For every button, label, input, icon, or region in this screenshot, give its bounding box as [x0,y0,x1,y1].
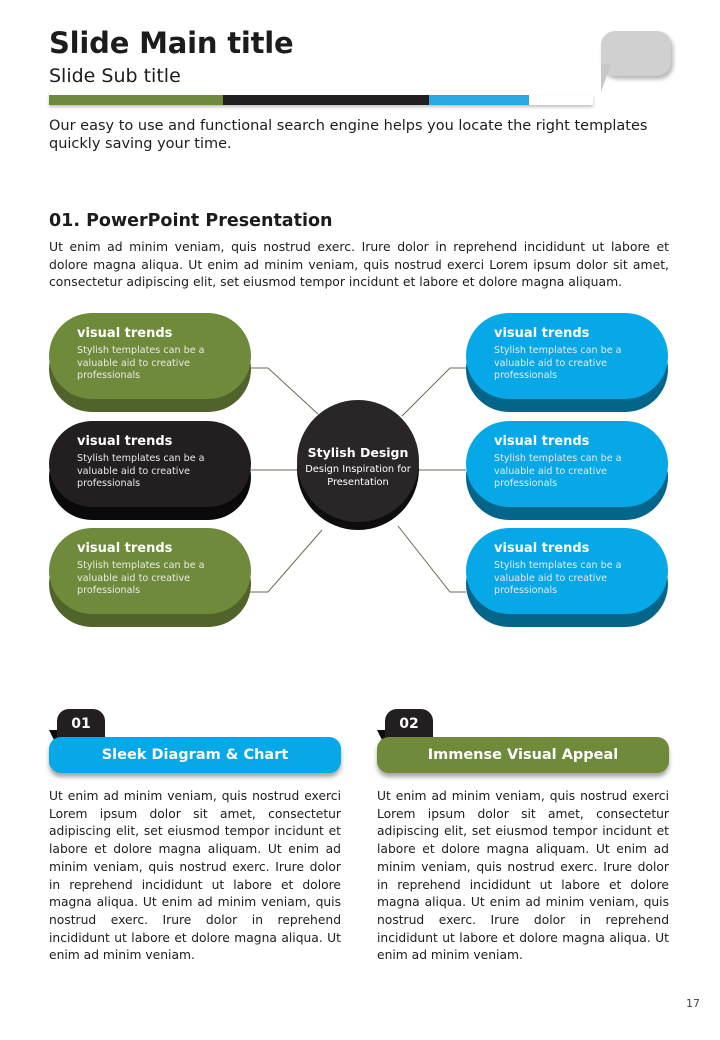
trend-card-left-2 [49,421,251,507]
trend-card-title: visual trends [494,326,590,341]
center-title: Stylish Design [307,445,409,460]
connector-line [402,368,466,416]
trend-card-text: Stylish templates can be a valuable aid to creative professionals [494,560,622,596]
center-circle [297,400,419,522]
trend-card-title: visual trends [77,326,173,341]
page-title: Slide Main title [49,26,294,60]
section-body: Ut enim ad minim veniam, quis nostrud exerc. Irure dolor in reprehend incididunt ut labore et dolore magna aliqua. Ut enim ad minim veniam, quis nostrud exerci Lorem ipsum dolor sit amet, consectetur adipiscing elit, set eiusmod tempor incidunt et labore et dolore magna aliquam. [49,239,669,289]
connector-line [250,368,318,414]
connector-line [250,530,322,592]
trend-card-title: visual trends [77,434,173,449]
column-number-tab: 01 [57,709,105,739]
trend-card-text: Stylish templates can be a valuable aid to creative professionals [77,345,205,381]
page-number: 17 [686,997,700,1010]
trend-card-title: visual trends [494,541,590,556]
trend-card-title: visual trends [494,434,590,449]
center-text: Design Inspiration for Presentation [305,464,411,488]
trend-card-left-1 [49,313,251,399]
trend-card-text: Stylish templates can be a valuable aid to creative professionals [494,453,622,489]
page-subtitle: Slide Sub title [49,65,181,87]
section-title: 01. PowerPoint Presentation [49,211,333,231]
trend-card-text: Stylish templates can be a valuable aid to creative professionals [77,560,205,596]
column-body: Ut enim ad minim veniam, quis nostrud exerci Lorem ipsum dolor sit amet, consectetur adipiscing elit, set eiusmod tempor incidunt et labore et dolore magna aliquam. Ut enim ad minim veniam, quis nostrud exerc. Irure dolor in reprehend incididunt ut labore et dolore magna aliqua. Ut enim ad minim veniam, quis nostrud exerc. Irure dolor in reprehend incididunt ut labore et dolore magna aliqua. Ut enim ad minim veniam. [377,789,669,963]
intro-text: Our easy to use and functional search engine helps you locate the right templates quickly saving your time. [49,118,648,152]
trend-card-text: Stylish templates can be a valuable aid to creative professionals [494,345,622,381]
column-heading-banner: Immense Visual Appeal [377,737,669,773]
connector-line [398,526,466,592]
trend-card-right-1 [466,313,668,399]
trend-card-left-3 [49,528,251,614]
trend-card-title: visual trends [77,541,173,556]
column-body: Ut enim ad minim veniam, quis nostrud exerci Lorem ipsum dolor sit amet, consectetur adipiscing elit, set eiusmod tempor incidunt et labore et dolore magna aliquam. Ut enim ad minim veniam, quis nostrud exerc. Irure dolor in reprehend incididunt ut labore et dolore magna aliqua. Ut enim ad minim veniam, quis nostrud exerc. Irure dolor in reprehend incididunt ut labore et dolore magna aliqua. Ut enim ad minim veniam. [49,789,341,963]
trend-card-right-2 [466,421,668,507]
column-heading-banner: Sleek Diagram & Chart [49,737,341,773]
trend-card-text: Stylish templates can be a valuable aid to creative professionals [77,453,205,489]
column-number-tab: 02 [385,709,433,739]
trend-card-right-3 [466,528,668,614]
